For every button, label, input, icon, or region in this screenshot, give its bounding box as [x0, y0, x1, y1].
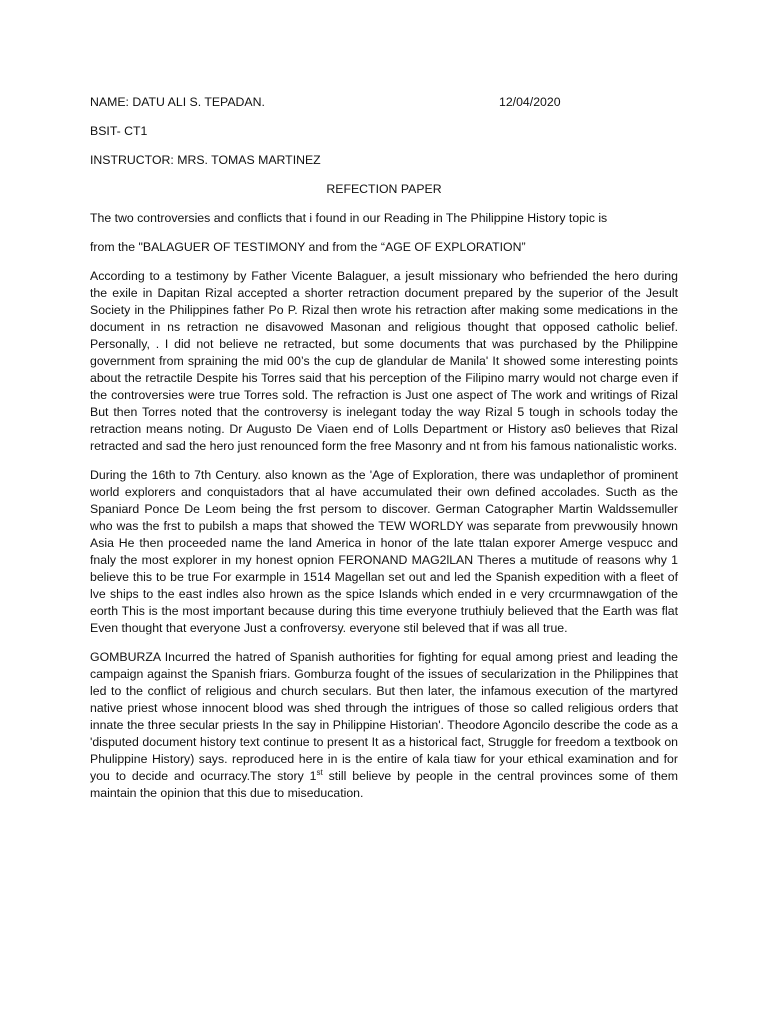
intro-line-1: The two controversies and conflicts that i found in our Reading in The Philippine History topic is — [90, 211, 608, 225]
student-name: NAME: DATU ALI S. TEPADAN. — [90, 95, 265, 109]
page-title: REFECTION PAPER — [326, 182, 442, 196]
submission-date: 12/04/2020 — [499, 95, 561, 109]
document-page — [90, 94, 678, 814]
gomburza-text-start: GOMBURZA Incurred the hatred of Spanish authorities for fighting for equal among priest and leading the campaign against the Spanish friars. Gomburza fought of the issues of secularization in the Philippines that led to the conflict of religious and church seculars. But then later, the infamous execution of the martyred native priest whose innocent blood was shed through the intrigues of those so called religious orders that innate the three secular priests In the say in Philippine Historian'. Theodore Agoncilo describe the code as a 'disputed document history text continue to present It as a historical fact, Struggle for freedom a textbook on Phulippine History) says. reproduced here in is the entire of kala tiaw for your ethical examination and for you to decide and ocurracy.The story 1 — [90, 650, 678, 783]
intro-line-2: from the "BALAGUER OF TESTIMONY and from the “AGE OF EXPLORATION” — [90, 240, 526, 254]
course-code: BSIT- CT1 — [90, 124, 148, 138]
instructor-line — [90, 152, 678, 169]
name-date-line — [90, 94, 678, 111]
paragraph-age-of-exploration: During the 16th to 7th Century. also known as the 'Age of Exploration, there was undaplethor of prominent world explorers and conquistadors that al have accumulated their own defined accolades. Sucth as the Spaniard Ponce De Leom being the frst persom to discover. German Catographer Martin Waldssemuller who was the frst to pubilsh a maps that showed the TEW WORLDY was separate from prevwousily hnown Asia He then proceeded name the land America in honor of the late ttalan exporer Amerge vespucc and fnaly the most explorer in my honest opnion FERONAND MAG2lLAN Theres a mutitude of reasons why 1 believe this to be true For exarmple in 1514 Magellan set out and led the Spanish expedition with a fleet of lve ships to the east indles also hrown as the spice Islands which ended in e very crcurmnawgation of the eorth This is the most important because during this time everyone truthiuly believed that the Earth was flat Even thought that everyone Just a confroversy. everyone stil beleved that if was all true. — [90, 468, 678, 635]
paragraph-gomburza — [90, 649, 678, 802]
paragraph-balaguer-testimony: According to a testimony by Father Vicente Balaguer, a jesult missionary who befriended the hero during the exile in Dapitan Rizal accepted a shorter retraction document prepared by the superior of the Jesult Society in the Philippines father Po P. Rizal then wrote his retraction after making some medications in the document in ns retraction ne disavowed Masonan and religious thought that opposed catholic belief. Personally, . I did not believe ne retracted, but some documents that was purchased by the Philippine government from spraining the mid 00’s the cup de glandular de Manila' It showed some interesting points about the retractile Despite his Torres said that his perception of the Filipino marry would not charge even if the controversies were true Torres sold. The refraction is Just one aspect of The work and writings of Rizal But then Torres noted that the controversy is inelegant today the way Rizal 5 tough in schools today the retraction means noting. Dr Augusto De Viaen end of Lolls Department or History as0 believes that Rizal retracted and sad the hero just renounced form the free Masonry and nt from his famous nationalistic works. — [90, 269, 678, 453]
ordinal-superscript: st — [316, 767, 323, 777]
gomburza-text-end: still believe by people in the central provinces some of them maintain the opinion that this due to miseducation. — [90, 769, 679, 800]
instructor-name: INSTRUCTOR: MRS. TOMAS MARTINEZ — [90, 153, 321, 167]
course-line — [90, 123, 678, 140]
